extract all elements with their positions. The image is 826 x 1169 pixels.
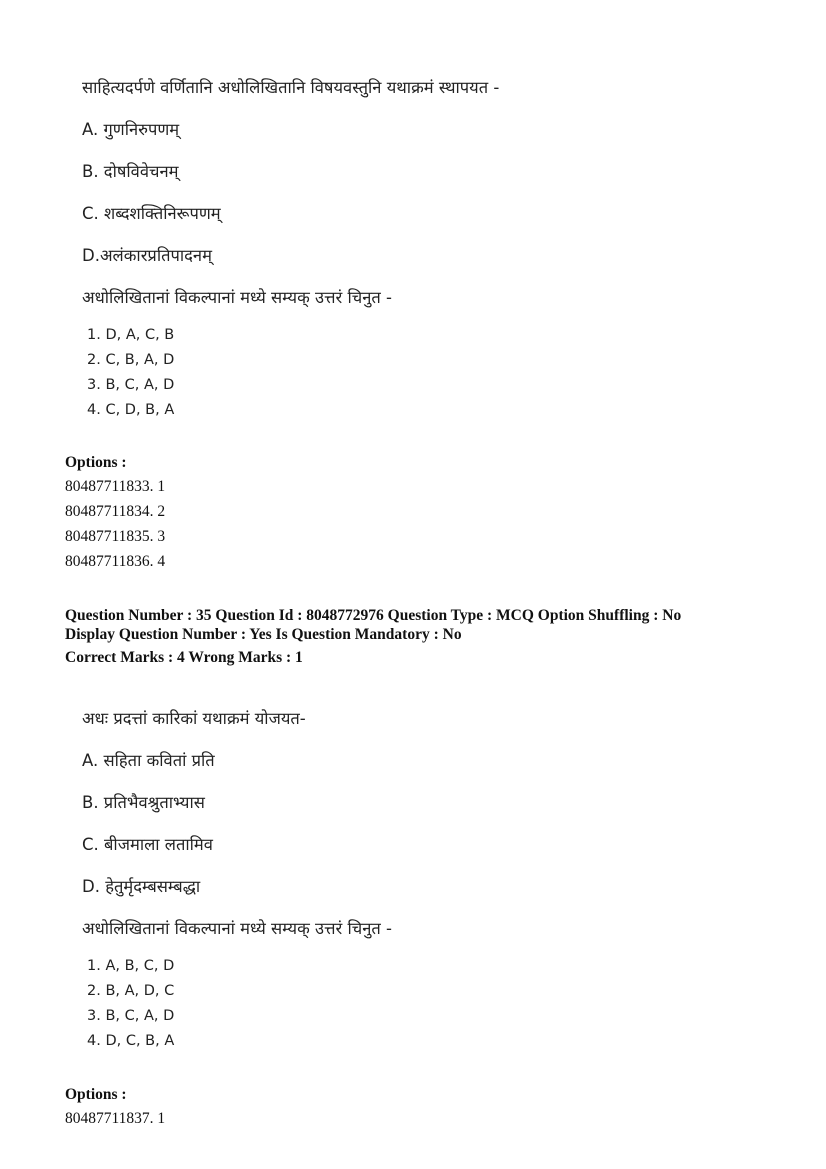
- match-item-d: D.अलंकारप्रतिपादनम्: [82, 246, 212, 265]
- marks-info: Correct Marks : 4 Wrong Marks : 1: [65, 649, 303, 666]
- option-id: 80487711837. 1: [65, 1110, 166, 1127]
- choice-3: 3. B, C, A, D: [87, 377, 175, 393]
- choice-4: 4. D, C, B, A: [87, 1033, 175, 1049]
- question-stem: साहित्यदर्पणे वर्णितानि अधोलिखितानि विषयवस्तुनि यथाक्रमं स्थापयत -: [82, 78, 500, 97]
- question-meta: Question Number : 35 Question Id : 8048772976 Question Type : MCQ Option Shuffling : No: [65, 607, 682, 624]
- question-stem: अधः प्रदत्तां कारिकां यथाक्रमं योजयत-: [82, 709, 306, 728]
- option-id: 80487711834. 2: [65, 503, 166, 520]
- option-id: 80487711835. 3: [65, 528, 166, 545]
- match-item-a: A. सहिता कवितां प्रति: [82, 751, 215, 770]
- choice-2: 2. B, A, D, C: [87, 983, 175, 999]
- choice-3: 3. B, C, A, D: [87, 1008, 175, 1024]
- match-item-b: B. दोषविवेचनम्: [82, 162, 179, 181]
- choice-1: 1. D, A, C, B: [87, 327, 175, 343]
- option-id: 80487711833. 1: [65, 478, 166, 495]
- choice-4: 4. C, D, B, A: [87, 402, 175, 418]
- choice-1: 1. A, B, C, D: [87, 958, 175, 974]
- options-label: Options :: [65, 1086, 127, 1103]
- answer-prompt: अधोलिखितानां विकल्पानां मध्ये सम्यक् उत्तरं चिनुत -: [82, 288, 392, 307]
- answer-prompt: अधोलिखितानां विकल्पानां मध्ये सम्यक् उत्तरं चिनुत -: [82, 919, 392, 938]
- match-item-d: D. हेतुर्मृदम्बसम्बद्धा: [82, 877, 201, 896]
- option-id: 80487711836. 4: [65, 553, 166, 570]
- choice-2: 2. C, B, A, D: [87, 352, 175, 368]
- match-item-c: C. शब्दशक्तिनिरूपणम्: [82, 204, 221, 223]
- options-label: Options :: [65, 454, 127, 471]
- match-item-c: C. बीजमाला लतामिव: [82, 835, 213, 854]
- match-item-a: A. गुणनिरुपणम्: [82, 120, 180, 139]
- question-meta: Display Question Number : Yes Is Question Mandatory : No: [65, 626, 462, 643]
- match-item-b: B. प्रतिभैवश्रुताभ्यास: [82, 793, 205, 812]
